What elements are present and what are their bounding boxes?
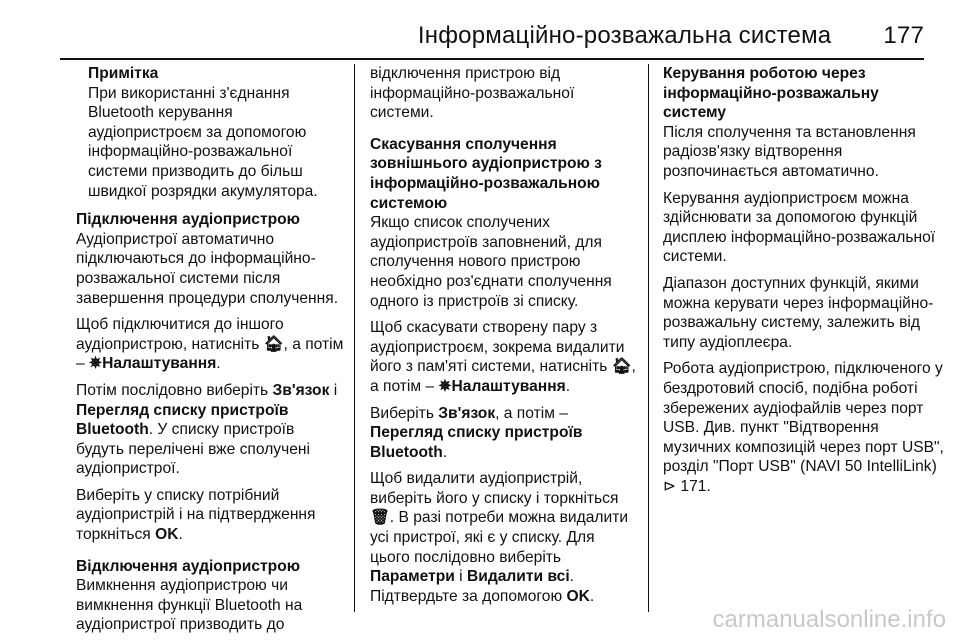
text: . <box>442 443 448 461</box>
menu-label-parameters: Параметри <box>370 568 455 586</box>
paragraph: відключення пристрою від інформаційно-розважальної системи. <box>370 65 575 122</box>
text: Потім послідовно виберіть <box>76 381 273 399</box>
text: . <box>178 526 183 544</box>
paragraph <box>370 318 636 396</box>
text: . <box>216 355 221 373</box>
column-divider-1 <box>354 64 355 612</box>
paragraph: Керування аудіопристроєм можна здійснювати за допомогою функцій дисплею інформаційно-розважальної системи. <box>663 189 936 266</box>
text: Виберіть у списку потрібний аудіопристрій і на підтвердження торкніться <box>76 486 316 544</box>
menu-label-connection: Зв'язок <box>438 404 496 422</box>
ok-label: OK <box>566 587 590 605</box>
header-rule <box>60 58 924 60</box>
page-reference: 171. <box>680 477 711 495</box>
paragraph <box>76 381 344 479</box>
paragraph <box>76 315 344 374</box>
paragraph: Вимкнення аудіопристрою чи вимкнення функції Bluetooth на аудіопристрої призводить до <box>76 577 303 634</box>
section-heading-disconnect: Відключення аудіопристрою <box>76 557 301 575</box>
paragraph <box>663 359 945 496</box>
text: . У списку пристроїв будуть перелічені вже сполучені аудіопристрої. <box>76 421 310 478</box>
settings-label: Налаштування <box>451 377 566 395</box>
paragraph: Аудіопристрої автоматично підключаються до інформаційно-розважальної системи після завершення процедури сполучення. <box>76 230 339 307</box>
text: . <box>565 377 571 395</box>
text: Виберіть <box>370 404 439 422</box>
watermark: carmanualsonline.info <box>712 606 946 633</box>
gear-icon: ✵ <box>438 377 452 395</box>
column-3 <box>663 64 945 503</box>
paragraph <box>370 469 636 606</box>
page-header <box>60 22 924 50</box>
menu-label-device-list: Перегляд списку пристроїв Bluetooth <box>370 424 583 461</box>
section-heading-unpair: Скасування сполучення зовнішнього аудіопристрою з інформаційно-розважальною системою <box>370 135 602 212</box>
paragraph: Після сполучення та встановлення радіозв'язку відтворення розпочинається автоматично. <box>663 123 916 180</box>
paragraph: Якщо список сполучених аудіопристроїв заповнений, для сполучення нового пристрою необхідно роз'єднати сполучення одного із пристроїв зі списку. <box>370 214 612 310</box>
text: Щоб видалити аудіопристрій, виберіть його у списку і торкніться <box>370 470 619 507</box>
note-title: Примітка <box>88 65 159 82</box>
settings-label: Налаштування <box>102 355 217 373</box>
text: . В разі потреби можна видалити усі пристрої, які є у списку. Для цього послідовно виберіть <box>370 509 629 566</box>
text: , а потім – <box>76 335 344 373</box>
page-reference-icon: ⊳ <box>663 477 677 495</box>
column-divider-2 <box>648 64 649 612</box>
text: Щоб підключитися до іншого аудіопристрою, натисніть <box>76 316 284 353</box>
note-text: При використанні з'єднання Bluetooth керування аудіопристроєм за допомогою інформаційно-розважальної системи призводить до більш швидкої розрядки акумулятора. <box>88 84 318 200</box>
ok-label: OK <box>155 526 179 544</box>
section-heading-connect: Підключення аудіопристрою <box>76 211 300 229</box>
page-title: Інформаційно-розважальна система <box>417 22 832 49</box>
menu-label-delete-all: Видалити всі <box>466 568 570 586</box>
text: , а потім – <box>370 358 636 395</box>
text: . Підтвердьте за допомогою <box>370 568 574 605</box>
menu-label-device-list: Перегляд списку пристроїв Bluetooth <box>76 401 289 439</box>
text: і <box>329 381 338 399</box>
menu-label-connection: Зв'язок <box>272 381 330 399</box>
text: . <box>589 587 595 605</box>
text: Робота аудіопристрою, підключеного у бездротовий спосіб, подібна роботі збережених аудіофайлів через порт USB. Див. пункт "Відтворення музичних композицій через порт USB", розділ "Порт USB" (NAVI 50 IntelliLink) <box>663 360 944 476</box>
section-heading-control: Керування роботою через інформаційно-розважальну систему <box>663 65 879 122</box>
home-icon: 🏠︎ <box>611 358 632 376</box>
paragraph: Діапазон доступних функцій, якими можна керувати через інформаційно-розважальну систему, залежить від типу аудіоплеєра. <box>663 274 934 351</box>
note-box <box>76 64 344 201</box>
paragraph <box>370 404 636 463</box>
text: , а потім – <box>495 404 568 422</box>
text: і <box>454 568 467 586</box>
column-2 <box>370 64 636 613</box>
page-number: 177 <box>883 22 924 49</box>
column-1 <box>76 64 344 642</box>
paragraph <box>76 486 344 545</box>
home-icon: 🏠︎ <box>263 335 284 353</box>
gear-icon: ✵ <box>89 355 103 373</box>
trash-icon: 🗑︎ <box>370 509 390 527</box>
text: Щоб скасувати створену пару з аудіопристроєм, зокрема видалити його з пам'яті системи, натисніть <box>370 319 625 376</box>
